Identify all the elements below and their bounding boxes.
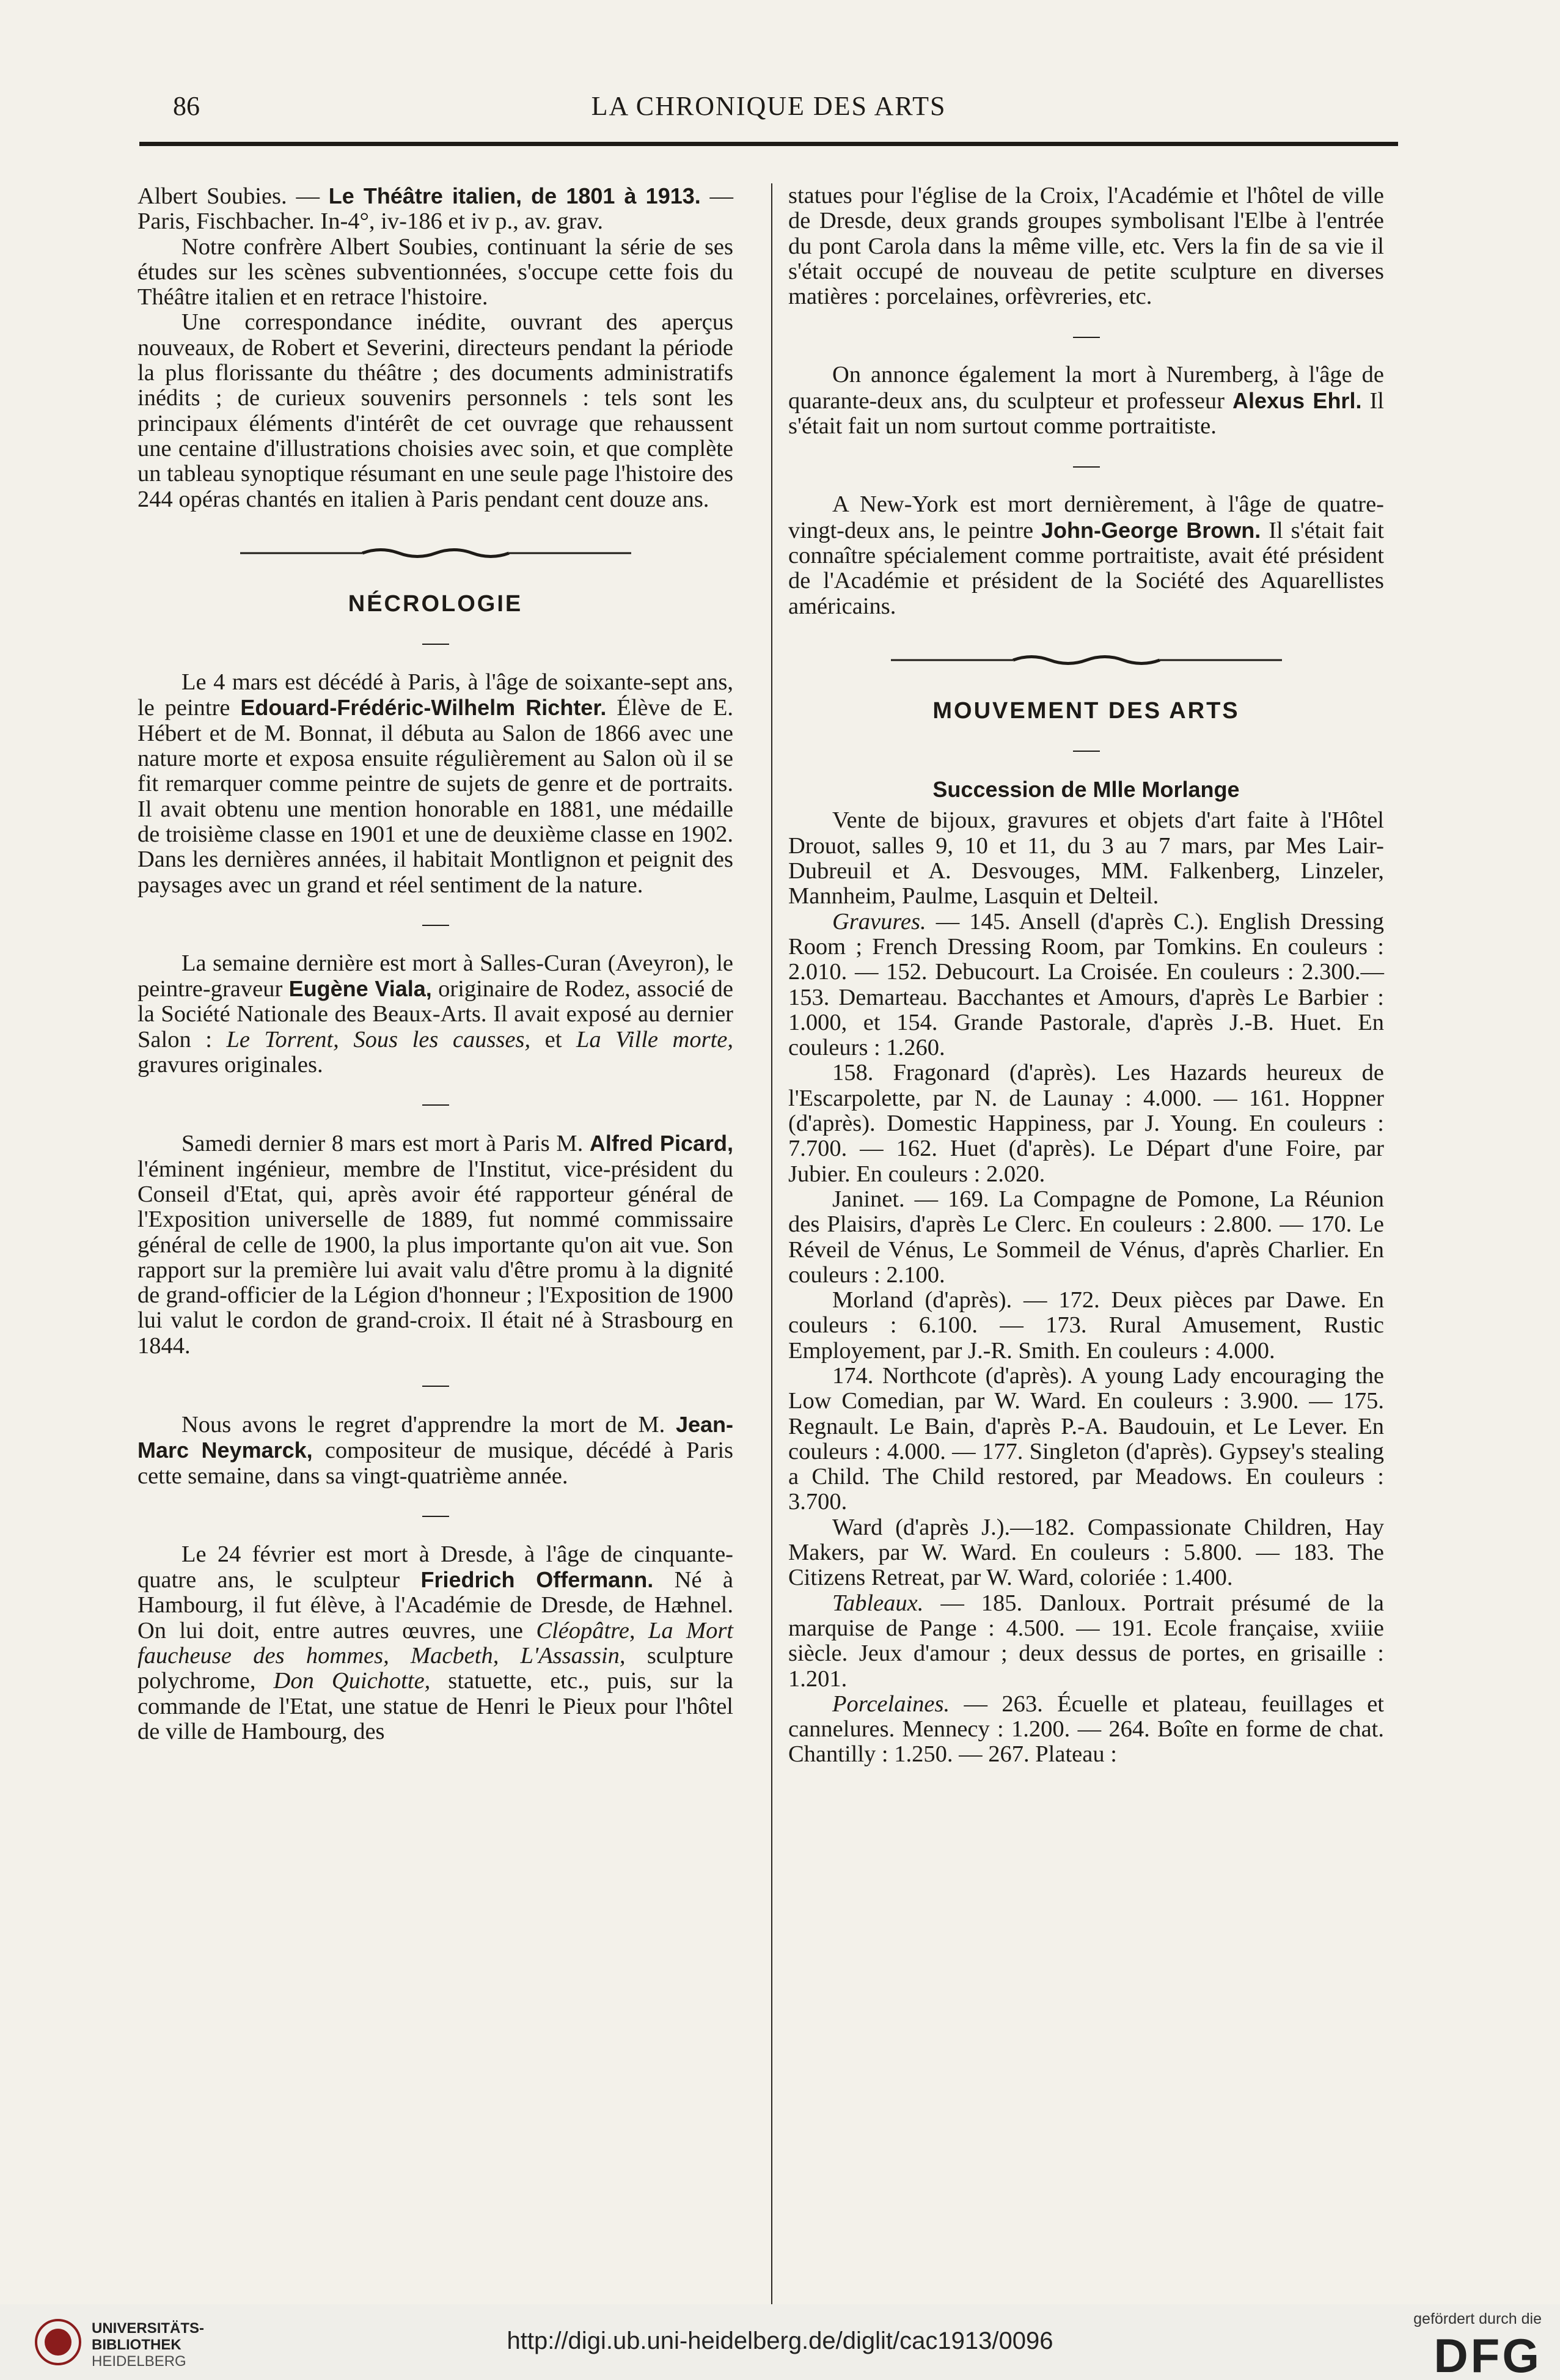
review-paragraph-1: Notre confrère Albert Soubies, continuant la série de ses études sur les scènes subventionnées, s'occupe cette fois du Théâtre italien et en retrace l'histoire. <box>137 233 733 310</box>
review-paragraph-2: Une correspondance inédite, ouvrant des aperçus nouveaux, de Robert et Severini, directeurs pendant la période la plus florissante du théâtre ; des documents administratifs inédits ; de curieux souvenirs personnels : tels sont les principaux éléments d'intérêt de cet ouvrage que rehaussent une centaine d'illustrations choisies avec soin, et que complète un tableau synoptique résumant en une seule page l'histoire des 244 opéras chantés en italien à Paris pendant cent douze ans. <box>137 309 733 512</box>
footer-bar <box>0 2304 1560 2380</box>
ornament-divider <box>240 546 631 560</box>
obituary-viala: La semaine dernière est mort à Salles-Curan (Aveyron), le peintre-graveur Eugène Viala, originaire de Rodez, associé de la Société Nationale des Beaux-Arts. Il avait exposé au dernier Salon : Le Torrent, Sous les causses, et La Ville morte, gravures originales. <box>137 950 733 1078</box>
succession-heading: Succession de Mlle Morlange <box>932 777 1240 803</box>
separator-dash <box>788 452 1384 477</box>
necrologie-heading: NÉCROLOGIE <box>348 590 523 617</box>
header-rule <box>139 142 1398 146</box>
sponsor-text: gefördert durch die <box>1413 2310 1542 2327</box>
ornament-divider <box>891 653 1282 667</box>
separator-dash <box>788 323 1384 348</box>
sale-intro: Vente de bijoux, gravures et objets d'art faite à l'Hôtel Drouot, salles 9, 10 et 11, du 3 au 7 mars, par Mes Lair-Dubreuil et A. Desvouges, MM. Falkenberg, Linzeler, Mannheim, Paulme, Lasquin et Delteil. <box>788 807 1384 909</box>
sale-tableaux: Tableaux. — 185. Danloux. Portrait présumé de la marquise de Pange : 4.500. — 191. Ecole française, xviiie siècle. Jeux d'amour ; deux dessus de portes, en grisaille : 1.201. <box>788 1590 1384 1692</box>
review-title-dash: — <box>296 183 329 209</box>
page-number: 86 <box>173 91 200 121</box>
right-column <box>788 183 1384 1768</box>
mouvement-heading: MOUVEMENT DES ARTS <box>932 697 1240 724</box>
review-title: Le Théâtre italien, de 1801 à 1913. <box>328 183 701 208</box>
separator-dash <box>137 1502 733 1527</box>
review-publication: — Paris, Fischbacher. In-4°, iv-186 et iv p., av. grav. <box>137 183 734 235</box>
sale-porcelaines: Porcelaines. — 263. Écuelle et plateau, feuillages et cannelures. Mennecy : 1.200. — 264. Boîte en forme de chat. Chantilly : 1.250. — 267. Plateau : <box>788 1691 1384 1768</box>
separator-dash <box>137 911 733 936</box>
obituary-richter: Le 4 mars est décédé à Paris, à l'âge de soixante-sept ans, le peintre Edouard-Frédéric-Wilhelm Richter. Élève de E. Hébert et de M. Bonnat, il débuta au Salon de 1866 avec une nature morte et exposa ensuite régulièrement au Salon où il se fit remarquer comme peintre de sujets de genre et de portraits. Il avait obtenu une mention honorable en 1881, une médaille de troisième classe en 1901 et une de deuxième classe en 1902. Dans les dernières années, il habitait Montlignon et peignit des paysages avec un grand et réel sentiment de la nature. <box>137 669 734 898</box>
column-divider <box>771 183 772 2323</box>
obituary-offermann: Le 24 février est mort à Dresde, à l'âge de cinquante-quatre ans, le sculpteur Friedrich Offermann. Né à Hambourg, il fut élève, à l'Académie de Dresde, de Hæhnel. On lui doit, entre autres œuvres, une Cléopâtre, La Mort faucheuse des hommes, Macbeth, L'Assassin, sculpture polychrome, Don Quichotte, statuette, etc., puis, sur la commande de l'Etat, une statue de Henri le Pieux pour l'hôtel de ville de Hambourg, des <box>137 1541 734 1744</box>
separator-dash <box>137 1091 733 1116</box>
sale-fragonard: 158. Fragonard (d'après). Les Hazards heureux de l'Escarpolette, par N. de Launay : 4.000. — 161. Hoppner (d'après). Domestic Happiness, par J. Young. En couleurs : 7.700. — 162. Huet (d'après). Le Départ d'une Foire, par Jubier. En couleurs : 2.020. <box>788 1060 1384 1187</box>
obituary-neymarck: Nous avons le regret d'apprendre la mort de M. Jean-Marc Neymarck, compositeur de musique, décédé à Paris cette semaine, dans sa vingt-quatrième année. <box>137 1411 733 1489</box>
dfg-logo: DFG <box>1434 2329 1542 2380</box>
separator-dash <box>788 737 1384 762</box>
sale-ward: Ward (d'après J.).—182. Compassionate Children, Hay Makers, par W. Ward. En couleurs : 5.800. — 183. The Citizens Retreat, par W. Ward, coloriée : 1.400. <box>788 1514 1384 1591</box>
obituary-picard: Samedi dernier 8 mars est mort à Paris M. Alfred Picard, l'éminent ingénieur, membre de l'Institut, vice-président du Conseil d'Etat, qui, après avoir été rapporteur général de l'Exposition universelle de 1889, fut nommé commissaire général de celle de 1900, la plus importante qu'on ait vue. Son rapport sur la première lui avait valu d'être promu à la dignité de grand-officier de la Légion d'honneur ; l'Exposition de 1900 lui valut le cordon de grand-croix. Il était né à Strasbourg en 1844. <box>137 1131 733 1359</box>
sale-morland: Morland (d'après). — 172. Deux pièces par Dawe. En couleurs : 6.100. — 173. Rural Amusement, Rustic Employement, par J.-R. Smith. En couleurs : 4.000. <box>788 1287 1384 1364</box>
library-name: UNIVERSITÄTS- BIBLIOTHEK HEIDELBERG <box>92 2320 205 2370</box>
sale-gravures: Gravures. — 145. Ansell (d'après C.). English Dressing Room ; French Dressing Room, par Tomkins. En couleurs : 2.010. — 152. Debucourt. La Croisée. En couleurs : 2.300.— 153. Demarteau. Bacchantes et Amours, d'après Le Barbier : 1.000, et 154. Grande Pastorale, d'après J.-B. Huet. En couleurs : 1.260. <box>788 908 1384 1061</box>
separator-dash <box>137 1372 733 1397</box>
left-column <box>137 183 733 1744</box>
running-title: LA CHRONIQUE DES ARTS <box>591 91 947 121</box>
page-header <box>139 84 1398 127</box>
sale-northcote: 174. Northcote (d'après). A young Lady encouraging the Low Comedian, par W. Ward. En couleurs : 3.900. — 175. Regnault. Le Bain, d'après P.-A. Baudouin, et Le Lever. En couleurs : 4.000. — 177. Singleton (d'après). Gypsey's stealing a Child. The Child restored, par Meadows. En couleurs : 3.700. <box>788 1362 1384 1515</box>
separator-dash <box>137 630 733 655</box>
source-url-link[interactable]: http://digi.ub.uni-heidelberg.de/diglit/cac1913/0096 <box>507 2327 1053 2354</box>
obituary-ehrl: On annonce également la mort à Nuremberg, à l'âge de quarante-deux ans, du sculpteur et professeur Alexus Ehrl. Il s'était fait un nom surtout comme portraitiste. <box>788 362 1384 439</box>
review-author: Albert Soubies. <box>137 183 287 209</box>
obituary-brown: A New-York est mort dernièrement, à l'âge de quatre-vingt-deux ans, le peintre John-George Brown. Il s'était fait connaître spécialement comme portraitiste, avait été président de l'Académie et président de la Société des Aquarellistes américains. <box>788 491 1384 619</box>
review-entry <box>137 183 733 235</box>
offermann-continued: statues pour l'église de la Croix, l'Académie et l'hôtel de ville de Dresde, deux grands groupes symbolisant l'Elbe à l'entrée du pont Carola dans la même ville, etc. Vers la fin de sa vie il s'était occupé de nouveau de petite sculpture en diverses matières : porcelaines, orfèvreries, etc. <box>788 183 1384 310</box>
sale-janinet: Janinet. — 169. La Compagne de Pomone, La Réunion des Plaisirs, d'après Le Clerc. En couleurs : 2.800. — 170. Le Réveil de Vénus, Le Sommeil de Vénus, d'après Charlier. En couleurs : 2.100. <box>788 1186 1384 1288</box>
